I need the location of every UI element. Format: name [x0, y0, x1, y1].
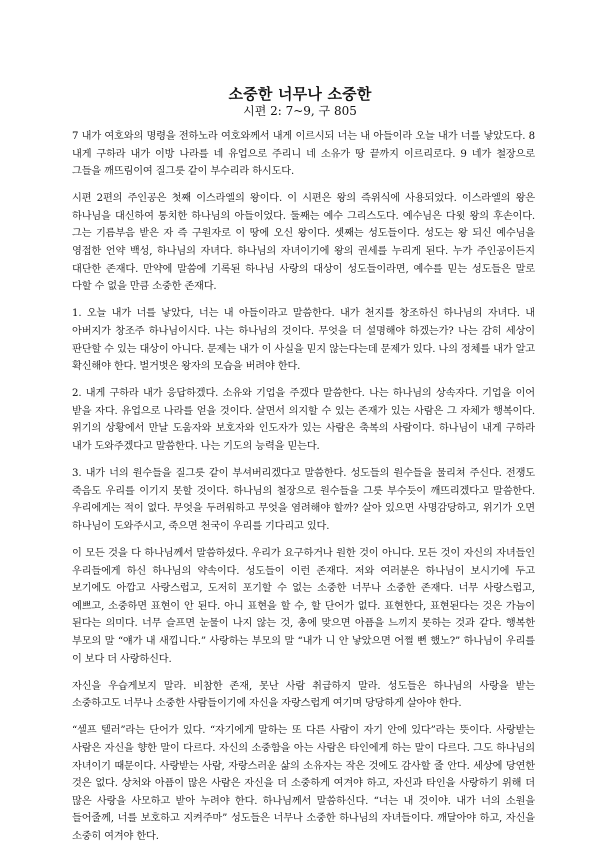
paragraph-exhortation: 자신을 우습게보지 말라. 비참한 존재, 못난 사람 취급하지 말라. 성도들은 하나님의 사랑을 받는 소중하고도 너무나 소중한 사람들이기에 자신을 자랑스럽게 여기며 당당하게 살아야 한다. [72, 680, 535, 710]
paragraph-point-2: 2. 내게 구하라 내가 응답하겠다. 소유와 기업을 주겠다 말씀한다. 나는 하나님의 상속자다. 기업을 이어 받을 자다. 유업으로 나라를 얻을 것이다. 살면서 의지할 수 있는 존재가 있는 사람은 그 자체가 행복이다. 위기의 상황에서 만날 도움자와 보호자와 인도자가 있는 사람은 축복의 사람이다. 하나님이 내게 구하라 내가 도와주겠다고 말씀한다. 나는 기도의 능력을 믿는다. [72, 388, 535, 452]
paragraph-scripture: 7 내가 여호와의 명령을 전하노라 여호와께서 내게 이르시되 너는 내 아들이라 오늘 내가 너를 낳았도다. 8 내게 구하라 내가 이방 나라를 네 유업으로 주리니 네 소유가 땅 끝까지 이르리로다. 9 네가 철장으로 그들을 깨뜨림이여 질그릇 같이 부수리라 하시도다. [72, 131, 535, 178]
scripture-reference: 시편 2: 7~9, 구 805 [243, 104, 357, 118]
paragraph-point-1: 1. 오늘 내가 너를 낳았다, 너는 내 아들이라고 말씀한다. 내가 천지를 창조하신 하나님의 자녀다. 내 아버지가 창조주 하나님이시다. 나는 하나님의 것이다. 무엇을 더 설명해야 하겠는가? 나는 감히 세상이 판단할 수 있는 대상이 아니다. 문제는 내가 이 사실을 믿지 않는다는데 문제가 있다. 나의 정체를 내가 알고 확신해야 한다. 벌거벗은 왕자의 모습을 버려야 한다. [72, 308, 535, 373]
paragraph-summary: 이 모든 것을 다 하나님께서 말씀하셨다. 우리가 요구하거나 원한 것이 아니다. 모든 것이 자신의 자녀들인 우리들에게 하신 하나님의 약속이다. 성도들이 이런 존재다. 저와 여러분은 하나님이 보시기에 두고 보기에도 아깝고 사랑스럽고, 도저히 포기할 수 없는 소중한 너무나 소중한 존재다. 너무 사랑스럽고, 예쁘고, 소중하면 표현이 안 된다. 아니 표현을 할 수, 할 단어가 없다. 표현한다, 표현된다는 것은 가늠이 된다는 의미다. 너무 슬프면 눈물이 나지 않는 것, 총에 맞으면 아픔을 느끼지 못하는 것과 같다. 행복한 부모의 말 “얘가 내 새낍니다.” 사랑하는 부모의 말 “내가 니 안 낳았으면 어쩔 뻔 했노?” 하나님이 우리를 이 보다 더 사랑하신다. [72, 547, 535, 665]
paragraph-intro: 시편 2편의 주인공은 첫째 이스라엘의 왕이다. 이 시편은 왕의 즉위식에 사용되었다. 이스라엘의 왕은 하나님을 대신하여 통치한 하나님의 아들이었다. 둘째는 예수 그리스도다. 예수님은 다윗 왕의 후손이다. 그는 기름부음 받은 자 즉 구원자로 이 땅에 오신 왕이다. 셋째는 성도들이다. 성도는 왕 되신 예수님을 영접한 언약 백성, 하나님의 자녀다. 하나님의 자녀이기에 왕의 권세를 누리게 된다. 누가 주인공이든지 대단한 존재다. 만약에 말씀에 기록된 하나님 사랑의 대상이 성도들이라면, 예수를 믿는 성도들은 말로 다할 수 없을 만큼 소중한 존재다. [72, 193, 535, 293]
body-text [72, 128, 535, 855]
page-title: 소중한 너무나 소중한 [228, 85, 372, 103]
paragraph-point-3: 3. 내가 너의 원수들을 질그릇 같이 부셔버리겠다고 말씀한다. 성도들의 원수들을 물리쳐 주신다. 전쟁도 죽음도 우리를 이기지 못할 것이다. 하나님의 철장으로 원수들을 그릇 부수듯이 깨뜨리겠다고 말씀한다. 우리에게는 적이 없다. 무엇을 두려워하고 무엇을 염려해야 할까? 살아 있으면 사명감당하고, 위기가 오면 하나님이 도와주시고, 죽으면 천국이 우리를 기다리고 있다. [72, 468, 535, 532]
paragraph-conclusion: “셀프 텔러”라는 단어가 있다. “자기에게 말하는 또 다른 사람이 자기 안에 있다”라는 뜻이다. 사랑받는 사람은 자신을 향한 말이 다르다. 자신의 소중함을 아는 사람은 타인에게 하는 말이 다르다. 그도 하나님의 자녀이기 때문이다. 사랑받는 사람, 자랑스러운 삶의 소유자는 작은 것에도 감사할 줄 안다. 세상에 당연한 것은 없다. 상처와 아픔이 많은 사람은 자신을 더 소중하게 여겨야 하고, 자신과 타인을 사랑하기 위해 더 많은 사랑을 사모하고 받아 누려야 한다. 하나님께서 말씀하신다. “너는 내 것이야. 내가 너의 소원을 들어줄께, 너를 보호하고 지켜주마” 성도들은 너무나 소중한 하나님의 자녀들이다. 깨달아야 하고, 자신을 소중히 여겨야 한다. [72, 725, 535, 842]
